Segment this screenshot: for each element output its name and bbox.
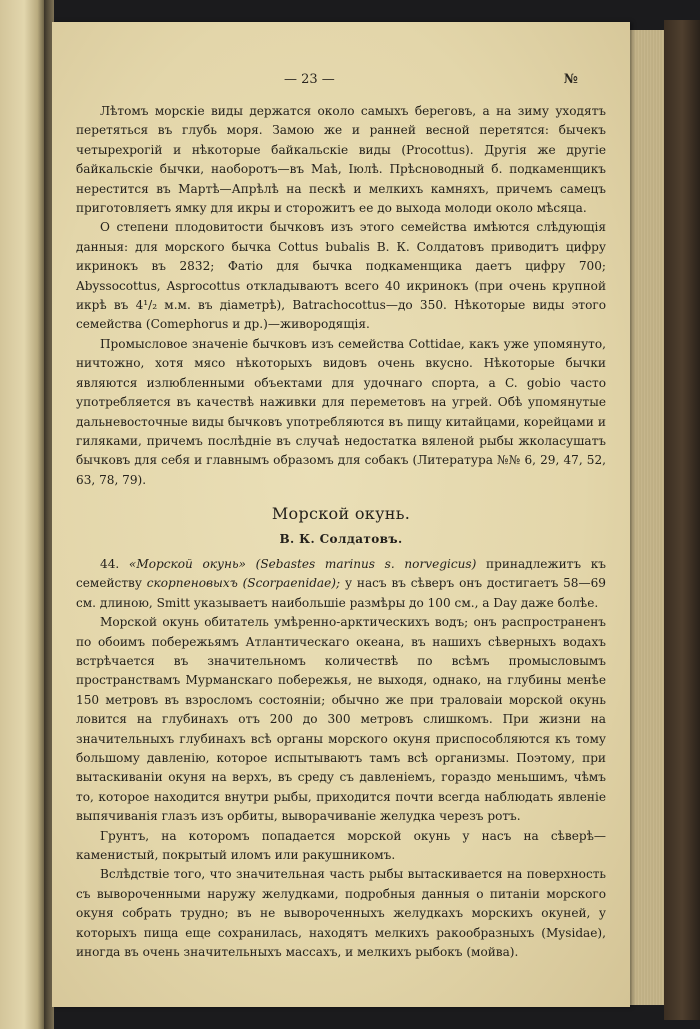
- species-text-rest: у насъ въ сѣверъ онъ достигаетъ 58—69 см. длиною, Smitt указываетъ наибольшіе размѣры до 100 см., а Day даже болѣе.: [76, 576, 606, 610]
- paragraph-species-intro: [76, 555, 606, 613]
- page-header: [52, 72, 630, 92]
- species-common-name: «Морской окунь»: [128, 556, 246, 571]
- species-family: скорпеновыхъ (Scorpaenidae);: [146, 576, 341, 591]
- paragraph-spawning: Лѣтомъ морскіе виды держатся около самыхъ береговъ, а на зиму уходятъ перетяться въ глубь моря. Замою же и ранней весной перетятся: бычекъ четырехрогій и нѣкоторые байкальскіе виды (Procottus). Другія же другіе байкальскіе бычки, наоборотъ—въ Маѣ, Іюлѣ. Прѣсноводный б. подкаменщикъ нерестится въ Мартѣ—Апрѣлѣ на пескѣ и мелкихъ камняхъ, причемъ самецъ приготовляетъ ямку для икры и сторожитъ ее до выхода молоди около мѣсяца.: [76, 104, 606, 216]
- paragraph-fecundity: О степени плодовитости бычковъ изъ этого семейства имѣются слѣдующія данныя: для морского бычка Cottus bubalis В. К. Солдатовъ приводитъ цифру икринокъ въ 2832; Фатіо для бычка подкаменщика даетъ цифру 700; Abyssocottus, Asprocottus откладываютъ всего 40 икринокъ (при очень крупной икрѣ въ 4¹/₂ м.м. въ діаметрѣ), Batrachocottus—до 350. Нѣкоторые виды этого семейства (Comephorus и др.)—живородящія.: [76, 220, 606, 332]
- species-text-mid: принадлежитъ къ семейству: [76, 556, 606, 591]
- section-author: В. К. Солдатовъ.: [279, 531, 403, 546]
- species-number: 44.: [100, 556, 120, 571]
- paragraph-feeding: Вслѣдствіе того, что значительная часть рыбы вытаскивается на поверхность съ вывороченными наружу желудками, подробныя данныя о питаніи морского окуня собрать трудно; въ не вывороченныхъ желудкахъ морскихъ окуней, у которыхъ пища еще сохранилась, находятъ мелкихъ ракообразныхъ (Mysidae), иногда въ очень значительныхъ массахъ, и мелкихъ рыбокъ (мойва).: [76, 867, 606, 960]
- book-cover-edge: [664, 20, 700, 1020]
- paragraph-commercial-value: Промысловое значеніе бычковъ изъ семейства Cottidae, какъ уже упомянуто, ничтожно, хотя мясо нѣкоторыхъ видовъ очень вкусно. Нѣкоторые бычки являются излюбленными объектами для удочнаго спорта, а C. gobio часто употребляется въ качествѣ наживки для переметовъ на угрей. Обѣ упомянутые дальневосточные виды бычковъ употребляются въ пищу китайцами, корейцами и гиляками, причемъ послѣдніе въ случаѣ недостатка вяленой рыбы жколасушатъ бычковъ для себя и главнымъ образомъ для собакъ (Литература №№ 6, 29, 47, 52, 63, 78, 79).: [76, 336, 606, 487]
- paragraph-ground: Грунтъ, на которомъ попадается морской окунь у насъ на сѣверѣ—каменистый, покрытый иломъ или ракушникомъ.: [76, 828, 606, 863]
- paragraph-distribution: Морской окунь обитатель умѣренно-арктическихъ водъ; онъ распространенъ по обоимъ побережьямъ Атлантическаго океана, въ нашихъ сѣверныхъ водахъ встрѣчается въ значительномъ количествѣ по всѣмъ промысловымъ пространствамъ Мурманскаго побережья, не выходя, однако, на глубины менѣе 150 метровъ въ взросломъ состояніи; обычно же при траловаіи морской окунь ловится на глубинахъ отъ 200 до 300 метровъ слишкомъ. При жизни на значительныхъ глубинахъ всѣ органы морского окуня приспособляются къ тому большому давленію, которое испытываютъ тамъ всѣ организмы. Поэтому, при вытаскиваніи окуня на верхъ, въ среду съ давленіемъ, гораздо меньшимъ, чѣмъ то, которое находится внутри рыбы, приходится почти всегда наблюдать явленіе выпячиванія глазъ изъ орбиты, выворачиваніе желудка черезъ ротъ.: [76, 615, 606, 824]
- page-number: — 23 —: [284, 72, 335, 87]
- signature-mark: №: [563, 72, 578, 87]
- section-title: Морской окунь.: [271, 504, 411, 524]
- page-text: [76, 102, 606, 962]
- facing-page: [0, 0, 44, 1029]
- species-latin-name: (Sebastes marinus s. norvegicus): [255, 556, 477, 571]
- page-edges: [628, 30, 668, 1005]
- book-page: [52, 22, 630, 1007]
